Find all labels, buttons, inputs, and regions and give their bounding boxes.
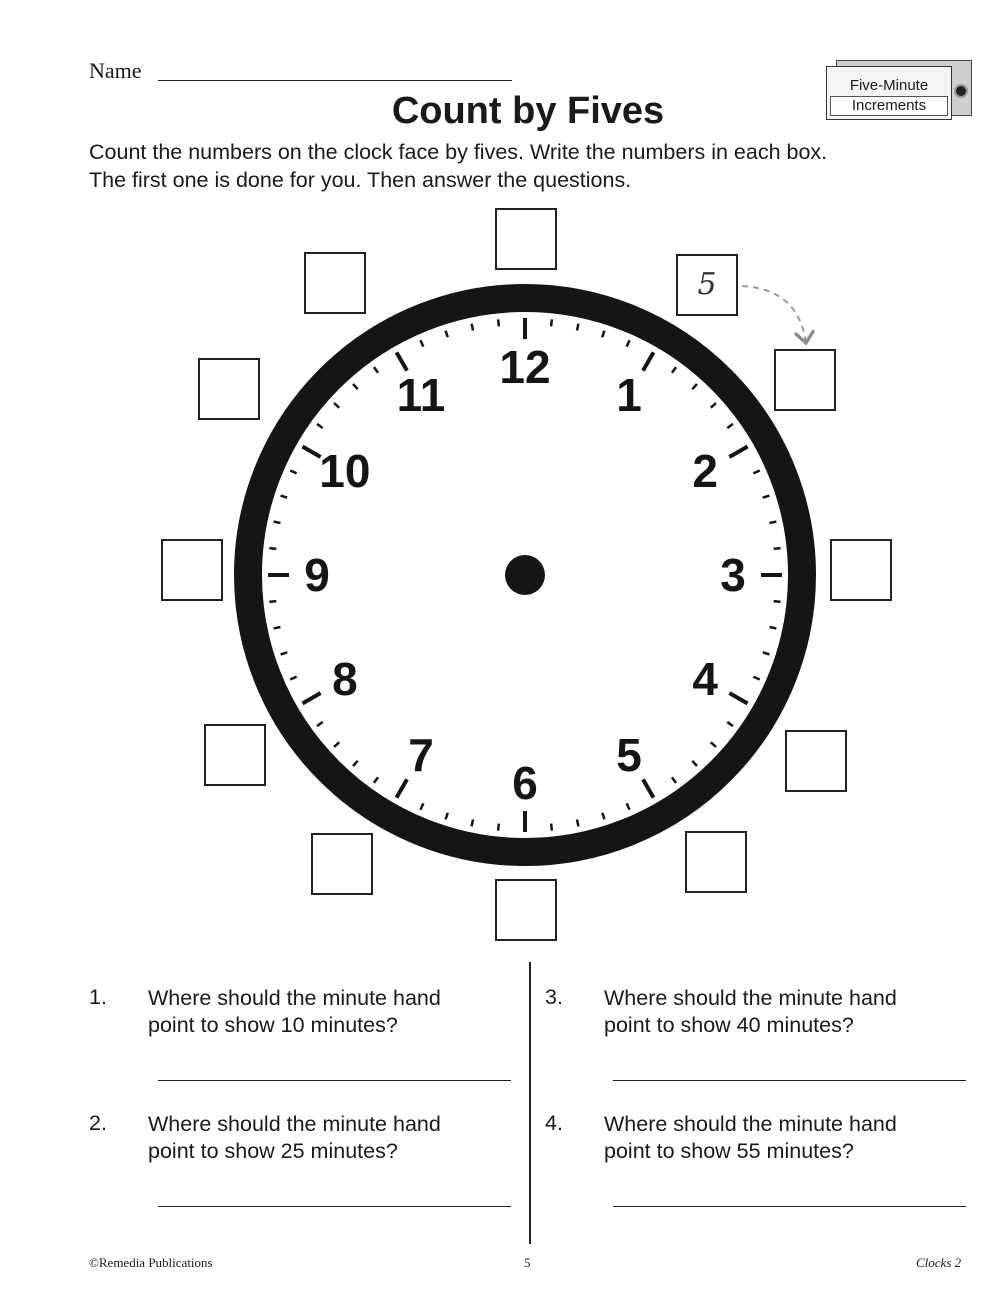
minute-tick [498, 824, 499, 831]
footer-page-number: 5 [524, 1255, 531, 1270]
hour-tick [729, 693, 747, 704]
minute-tick [672, 777, 676, 783]
question-2-answer-line[interactable] [158, 1206, 511, 1207]
minute-tick [774, 548, 781, 549]
badge-line-1: Five-Minute [849, 77, 929, 94]
answer-box-3[interactable] [830, 539, 892, 601]
minute-tick [577, 324, 578, 331]
minute-tick [602, 331, 604, 338]
question-3-line-2: point to show 40 minutes? [604, 1013, 854, 1037]
question-1-line-2: point to show 10 minutes? [148, 1013, 398, 1037]
minute-tick [472, 324, 473, 331]
minute-tick [711, 403, 716, 408]
clock-numeral-3: 3 [720, 549, 746, 601]
minute-tick [770, 522, 777, 523]
answer-box-10[interactable] [198, 358, 260, 420]
minute-tick [290, 470, 296, 473]
minute-tick [753, 470, 759, 473]
hour-tick [643, 779, 654, 797]
clock-numeral-12: 12 [499, 341, 551, 393]
question-2-line-2: point to show 25 minutes? [148, 1139, 398, 1163]
minute-tick [420, 340, 423, 346]
question-1-number: 1. [89, 985, 107, 1009]
question-3-text [604, 985, 964, 1039]
answer-box-12[interactable] [495, 208, 557, 270]
hour-tick [397, 779, 408, 797]
footer-copyright: ©Remedia Publications [89, 1255, 213, 1270]
minute-tick [672, 367, 676, 373]
answer-box-6[interactable] [495, 879, 557, 941]
minute-tick [627, 340, 630, 346]
minute-tick [281, 496, 288, 498]
minute-tick [692, 761, 697, 766]
footer-book-title: Clocks 2 [916, 1255, 962, 1270]
clock-numeral-2: 2 [692, 445, 718, 497]
answer-box-4[interactable] [785, 730, 847, 792]
question-1-text [148, 985, 508, 1039]
hour-tick [643, 352, 654, 370]
minute-tick [374, 367, 378, 373]
question-3-number: 3. [545, 985, 563, 1009]
question-2-line-1: Where should the minute hand [148, 1112, 441, 1136]
question-4-text [604, 1111, 964, 1165]
minute-tick [774, 601, 781, 602]
minute-tick [551, 824, 552, 831]
minute-tick [269, 601, 276, 602]
minute-tick [317, 722, 323, 726]
clock-numeral-5: 5 [616, 729, 642, 782]
minute-tick [577, 820, 578, 827]
minute-tick [353, 761, 358, 766]
minute-tick [281, 652, 288, 654]
minute-tick [446, 331, 448, 338]
question-2-number: 2. [89, 1111, 107, 1135]
clock-numeral-4: 4 [692, 653, 718, 705]
minute-tick [374, 777, 378, 783]
question-1-line-1: Where should the minute hand [148, 986, 441, 1010]
badge-line-2: Increments [830, 96, 948, 116]
answer-box-5[interactable] [685, 831, 747, 893]
minute-tick [770, 627, 777, 628]
minute-tick [472, 820, 473, 827]
instruction-line-2: The first one is done for you. Then answer the questions. [89, 168, 632, 192]
minute-tick [727, 424, 733, 428]
clock-numeral-6: 6 [512, 757, 538, 809]
minute-tick [753, 677, 759, 680]
question-divider [529, 962, 531, 1244]
question-4-number: 4. [545, 1111, 563, 1135]
page-title: Count by Fives [391, 90, 665, 132]
clock-center-dot [505, 555, 545, 595]
answer-box-2[interactable] [774, 349, 836, 411]
clock-numeral-11: 11 [396, 368, 446, 421]
answer-box-1[interactable] [676, 254, 738, 316]
minute-tick [551, 319, 552, 326]
hour-tick [302, 447, 320, 458]
answer-box-7[interactable] [311, 833, 373, 895]
answer-box-11[interactable] [304, 252, 366, 314]
question-4-line-2: point to show 55 minutes? [604, 1139, 854, 1163]
minute-tick [446, 813, 448, 820]
clock-numeral-10: 10 [319, 445, 371, 497]
minute-tick [334, 403, 339, 408]
minute-tick [602, 813, 604, 820]
instruction-line-1: Count the numbers on the clock face by fives. Write the numbers in each box. [89, 140, 828, 164]
question-4-line-1: Where should the minute hand [604, 1112, 897, 1136]
name-label: Name [89, 58, 142, 83]
minute-tick [711, 742, 716, 747]
hour-tick [729, 447, 747, 458]
minute-tick [763, 652, 770, 654]
answer-box-8[interactable] [204, 724, 266, 786]
question-3-answer-line[interactable] [613, 1080, 966, 1081]
minute-tick [274, 627, 281, 628]
clock-numeral-8: 8 [332, 653, 358, 705]
clock-numeral-9: 9 [304, 549, 330, 601]
hour-tick [302, 693, 320, 704]
clock-numeral-7: 7 [408, 729, 434, 782]
answer-box-9[interactable] [161, 539, 223, 601]
minute-tick [627, 803, 630, 809]
minute-tick [692, 384, 697, 389]
minute-tick [763, 496, 770, 498]
minute-tick [317, 424, 323, 428]
question-2-text [148, 1111, 508, 1165]
minute-tick [498, 319, 499, 326]
minute-tick [353, 384, 358, 389]
clock-numeral-1: 1 [616, 368, 642, 421]
minute-tick [727, 722, 733, 726]
question-1-answer-line[interactable] [158, 1080, 511, 1081]
answer-box-1-value: 5 [697, 267, 717, 302]
minute-tick [274, 522, 281, 523]
question-3-line-1: Where should the minute hand [604, 986, 897, 1010]
minute-tick [269, 548, 276, 549]
example-dashed-arrow-icon [742, 286, 806, 343]
question-4-answer-line[interactable] [613, 1206, 966, 1207]
minute-tick [420, 803, 423, 809]
minute-tick [334, 742, 339, 747]
minute-tick [290, 677, 296, 680]
